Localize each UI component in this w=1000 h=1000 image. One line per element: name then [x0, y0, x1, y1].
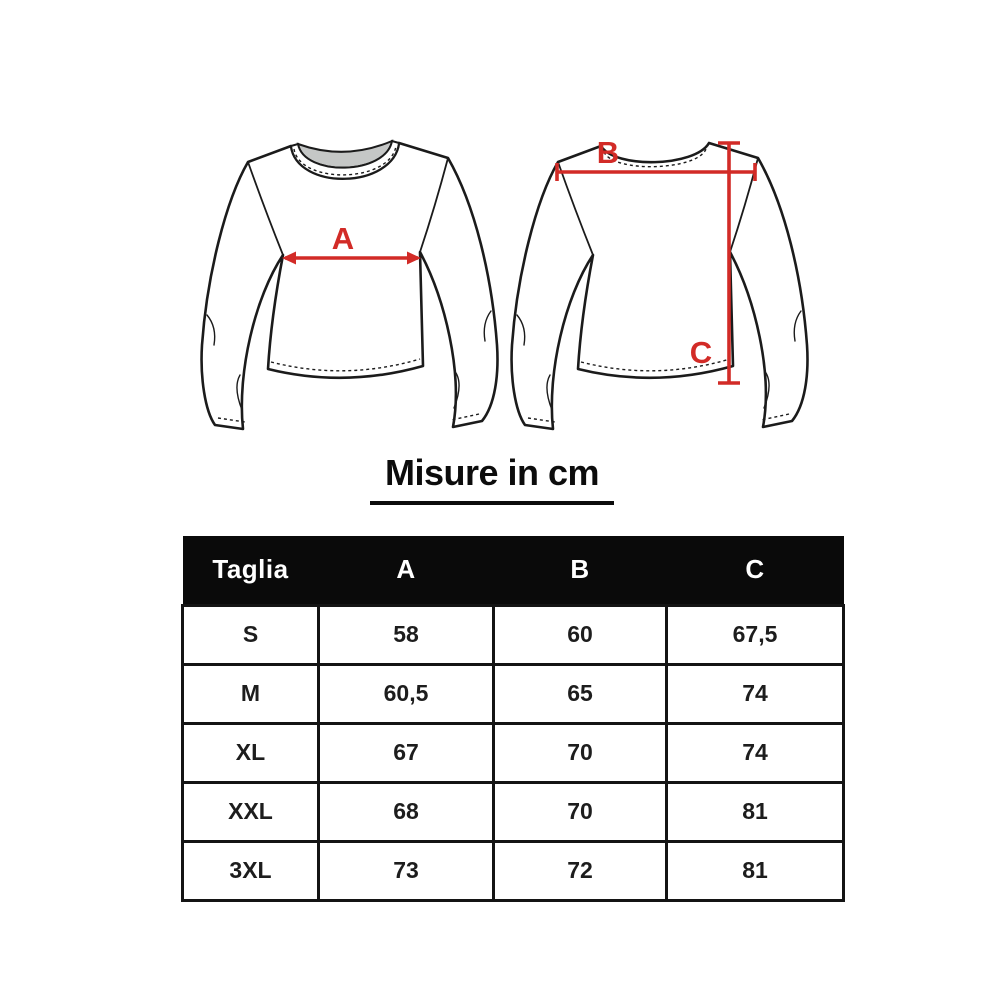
title-underline: [370, 501, 614, 505]
value-cell-a: 58: [319, 605, 494, 664]
measure-label-c: C: [689, 335, 713, 370]
size-table: [181, 536, 845, 902]
value-cell-c: 81: [667, 782, 844, 841]
table-row: [183, 782, 844, 841]
header-cell-b: B: [494, 536, 667, 605]
value-cell-b: 70: [494, 723, 667, 782]
title-block: [292, 452, 692, 505]
shirt-back-illustration: [505, 115, 815, 445]
value-cell-a: 73: [319, 841, 494, 900]
header-cell-c: C: [667, 536, 844, 605]
header-cell-taglia: Taglia: [183, 536, 319, 605]
value-cell-b: 70: [494, 782, 667, 841]
value-cell-b: 60: [494, 605, 667, 664]
size-cell: S: [183, 605, 319, 664]
table-row: [183, 841, 844, 900]
size-cell: XXL: [183, 782, 319, 841]
size-table-header-row: [183, 536, 844, 605]
measure-label-b: B: [596, 135, 620, 170]
value-cell-c: 74: [667, 664, 844, 723]
header-cell-a: A: [319, 536, 494, 605]
shirt-front-body: [202, 143, 498, 429]
table-row: [183, 664, 844, 723]
value-cell-a: 60,5: [319, 664, 494, 723]
value-cell-a: 68: [319, 782, 494, 841]
table-row: [183, 605, 844, 664]
value-cell-b: 65: [494, 664, 667, 723]
measure-label-a: A: [331, 221, 355, 256]
value-cell-b: 72: [494, 841, 667, 900]
size-cell: XL: [183, 723, 319, 782]
size-cell: 3XL: [183, 841, 319, 900]
size-cell: M: [183, 664, 319, 723]
table-row: [183, 723, 844, 782]
value-cell-c: 81: [667, 841, 844, 900]
value-cell-c: 74: [667, 723, 844, 782]
shirt-back-body: [512, 143, 808, 429]
value-cell-c: 67,5: [667, 605, 844, 664]
shirt-front-illustration: [195, 115, 505, 445]
value-cell-a: 67: [319, 723, 494, 782]
page-title: Misure in cm: [384, 452, 600, 493]
